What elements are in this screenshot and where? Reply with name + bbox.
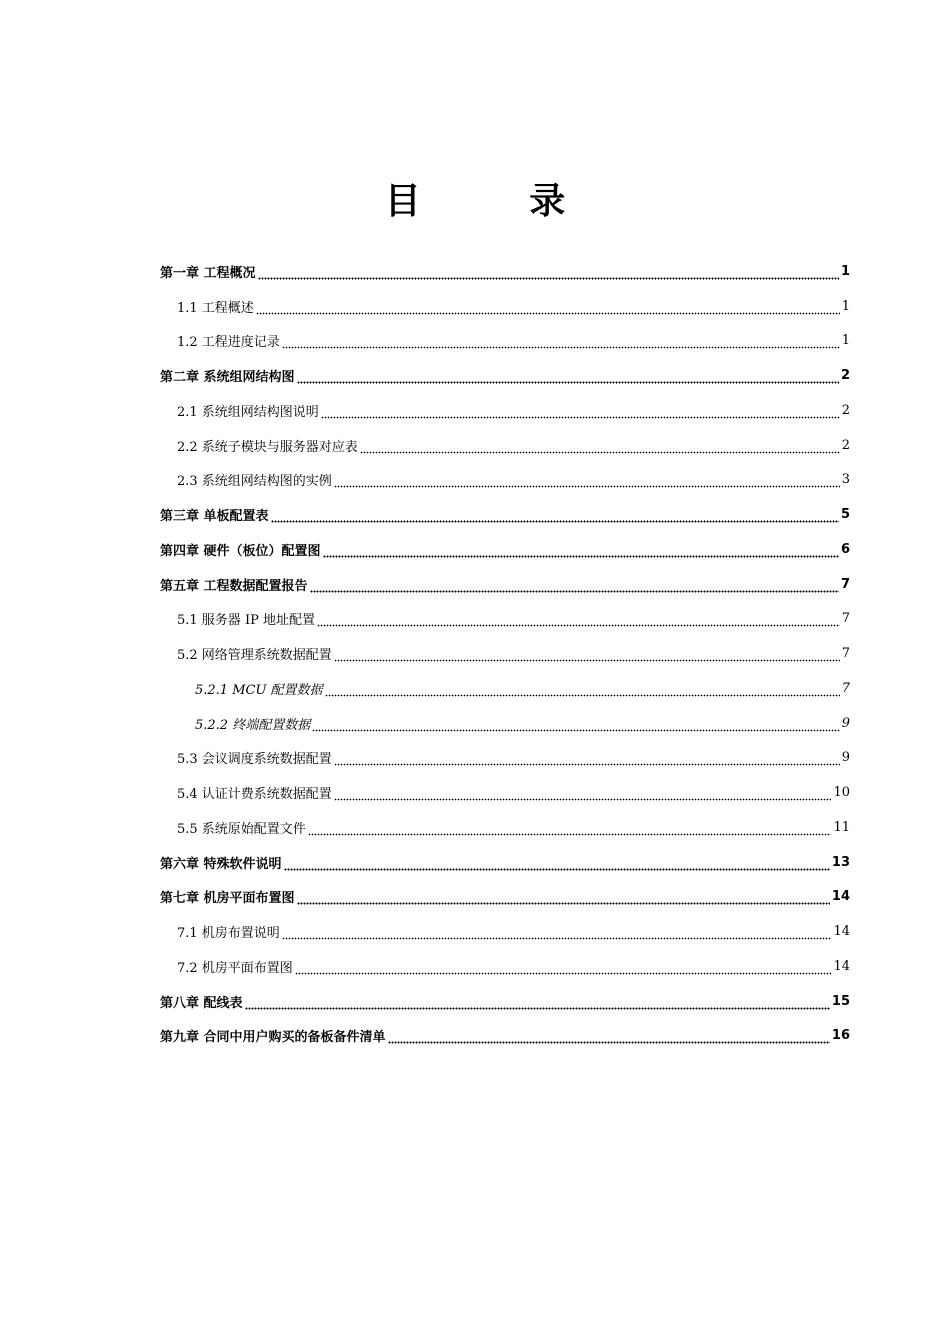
dot-leader — [295, 956, 832, 977]
dot-leader — [323, 539, 839, 560]
toc-entry-label: 第四章 硬件（板位）配置图 — [160, 543, 321, 559]
toc-entry-page-number: 1 — [840, 263, 850, 279]
toc-entry-label: 1.1 工程概述 — [177, 300, 254, 316]
toc-entry-section-1-2[interactable] — [160, 324, 850, 359]
toc-entry-page-number: 15 — [831, 993, 850, 1009]
toc-entry-label: 5.3 会议调度系统数据配置 — [177, 752, 332, 768]
toc-entry-subsection-5-2-2[interactable] — [160, 706, 850, 741]
dot-leader — [256, 296, 840, 317]
dot-leader — [310, 574, 839, 595]
toc-entry-section-2-2[interactable] — [160, 428, 850, 463]
toc-entry-page-number: 7 — [840, 576, 850, 592]
dot-leader — [334, 747, 840, 768]
toc-entry-page-number: 9 — [841, 750, 850, 766]
toc-entry-label: 第七章 机房平面布置图 — [160, 891, 295, 907]
toc-entry-page-number: 9 — [841, 715, 850, 731]
dot-leader — [360, 435, 840, 456]
toc-entry-label: 第五章 工程数据配置报告 — [160, 578, 308, 594]
toc-entry-page-number: 3 — [841, 472, 850, 488]
toc-entry-chapter-7[interactable] — [160, 880, 850, 915]
toc-entry-section-2-3[interactable] — [160, 463, 850, 498]
toc-entry-chapter-4[interactable] — [160, 532, 850, 567]
toc-entry-page-number: 7 — [841, 680, 850, 696]
toc-entry-section-5-1[interactable] — [160, 602, 850, 637]
toc-entry-chapter-8[interactable] — [160, 984, 850, 1019]
toc-entry-label: 2.2 系统子模块与服务器对应表 — [177, 439, 358, 455]
toc-entry-page-number: 16 — [831, 1028, 850, 1044]
dot-leader — [245, 991, 830, 1012]
dot-leader — [271, 504, 839, 525]
toc-entry-page-number: 10 — [833, 785, 850, 801]
dot-leader — [334, 643, 840, 664]
toc-entry-page-number: 5 — [840, 507, 850, 523]
toc-entry-label: 2.1 系统组网结构图说明 — [177, 404, 319, 420]
dot-leader — [321, 400, 840, 421]
toc-entry-page-number: 14 — [833, 958, 850, 974]
toc-entry-page-number: 1 — [841, 333, 850, 349]
dot-leader — [282, 330, 840, 351]
toc-entry-page-number: 2 — [840, 368, 850, 384]
toc-entry-page-number: 1 — [841, 298, 850, 314]
toc-entry-section-7-1[interactable] — [160, 914, 850, 949]
toc-entry-page-number: 13 — [831, 854, 850, 870]
toc-entry-page-number: 11 — [833, 819, 850, 835]
toc-entry-label: 第九章 合同中用户购买的备板备件清单 — [160, 1030, 386, 1046]
toc-entry-chapter-6[interactable] — [160, 845, 850, 880]
toc-entry-page-number: 2 — [841, 437, 850, 453]
dot-leader — [284, 852, 830, 873]
toc-entry-label: 第一章 工程概况 — [160, 265, 256, 281]
toc-entry-section-5-4[interactable] — [160, 775, 850, 810]
toc-entry-section-5-3[interactable] — [160, 741, 850, 776]
dot-leader — [325, 678, 840, 699]
toc-entry-section-1-1[interactable] — [160, 289, 850, 324]
toc-entry-label: 第二章 系统组网结构图 — [160, 370, 295, 386]
toc-entry-chapter-9[interactable] — [160, 1019, 850, 1054]
toc-entry-section-2-1[interactable] — [160, 393, 850, 428]
toc-entry-chapter-2[interactable] — [160, 358, 850, 393]
toc-entry-label: 5.5 系统原始配置文件 — [177, 821, 306, 837]
toc-entry-subsection-5-2-1[interactable] — [160, 671, 850, 706]
table-of-contents — [160, 254, 850, 1053]
toc-entry-chapter-1[interactable] — [160, 254, 850, 289]
dot-leader — [308, 817, 832, 838]
toc-entry-label: 5.1 服务器 IP 地址配置 — [177, 613, 315, 629]
toc-entry-label: 5.4 认证计费系统数据配置 — [177, 787, 332, 803]
dot-leader — [312, 713, 840, 734]
toc-entry-section-5-5[interactable] — [160, 810, 850, 845]
toc-entry-label: 7.1 机房布置说明 — [177, 926, 280, 942]
toc-entry-chapter-3[interactable] — [160, 497, 850, 532]
toc-entry-label: 7.2 机房平面布置图 — [177, 960, 293, 976]
toc-entry-label: 1.2 工程进度记录 — [177, 335, 280, 351]
page-title: 目 录 — [384, 181, 614, 222]
dot-leader — [334, 469, 840, 490]
dot-leader — [317, 608, 840, 629]
dot-leader — [297, 365, 839, 386]
dot-leader — [258, 261, 839, 282]
toc-entry-label: 第八章 配线表 — [160, 995, 243, 1011]
dot-leader — [297, 886, 830, 907]
toc-entry-page-number: 2 — [841, 402, 850, 418]
toc-entry-label: 5.2 网络管理系统数据配置 — [177, 648, 332, 664]
toc-entry-label: 2.3 系统组网结构图的实例 — [177, 474, 332, 490]
toc-entry-label: 第三章 单板配置表 — [160, 509, 269, 525]
toc-entry-page-number: 14 — [833, 924, 850, 940]
toc-entry-label: 5.2.1 MCU 配置数据 — [195, 682, 323, 698]
toc-entry-chapter-5[interactable] — [160, 567, 850, 602]
toc-entry-page-number: 7 — [841, 611, 850, 627]
toc-entry-section-5-2[interactable] — [160, 636, 850, 671]
dot-leader — [334, 782, 832, 803]
dot-leader — [282, 921, 832, 942]
toc-entry-page-number: 6 — [840, 541, 850, 557]
toc-entry-label: 5.2.2 终端配置数据 — [195, 717, 311, 733]
toc-entry-section-7-2[interactable] — [160, 949, 850, 984]
toc-entry-label: 第六章 特殊软件说明 — [160, 856, 282, 872]
dot-leader — [388, 1025, 830, 1046]
toc-entry-page-number: 14 — [831, 889, 850, 905]
toc-entry-page-number: 7 — [841, 646, 850, 662]
